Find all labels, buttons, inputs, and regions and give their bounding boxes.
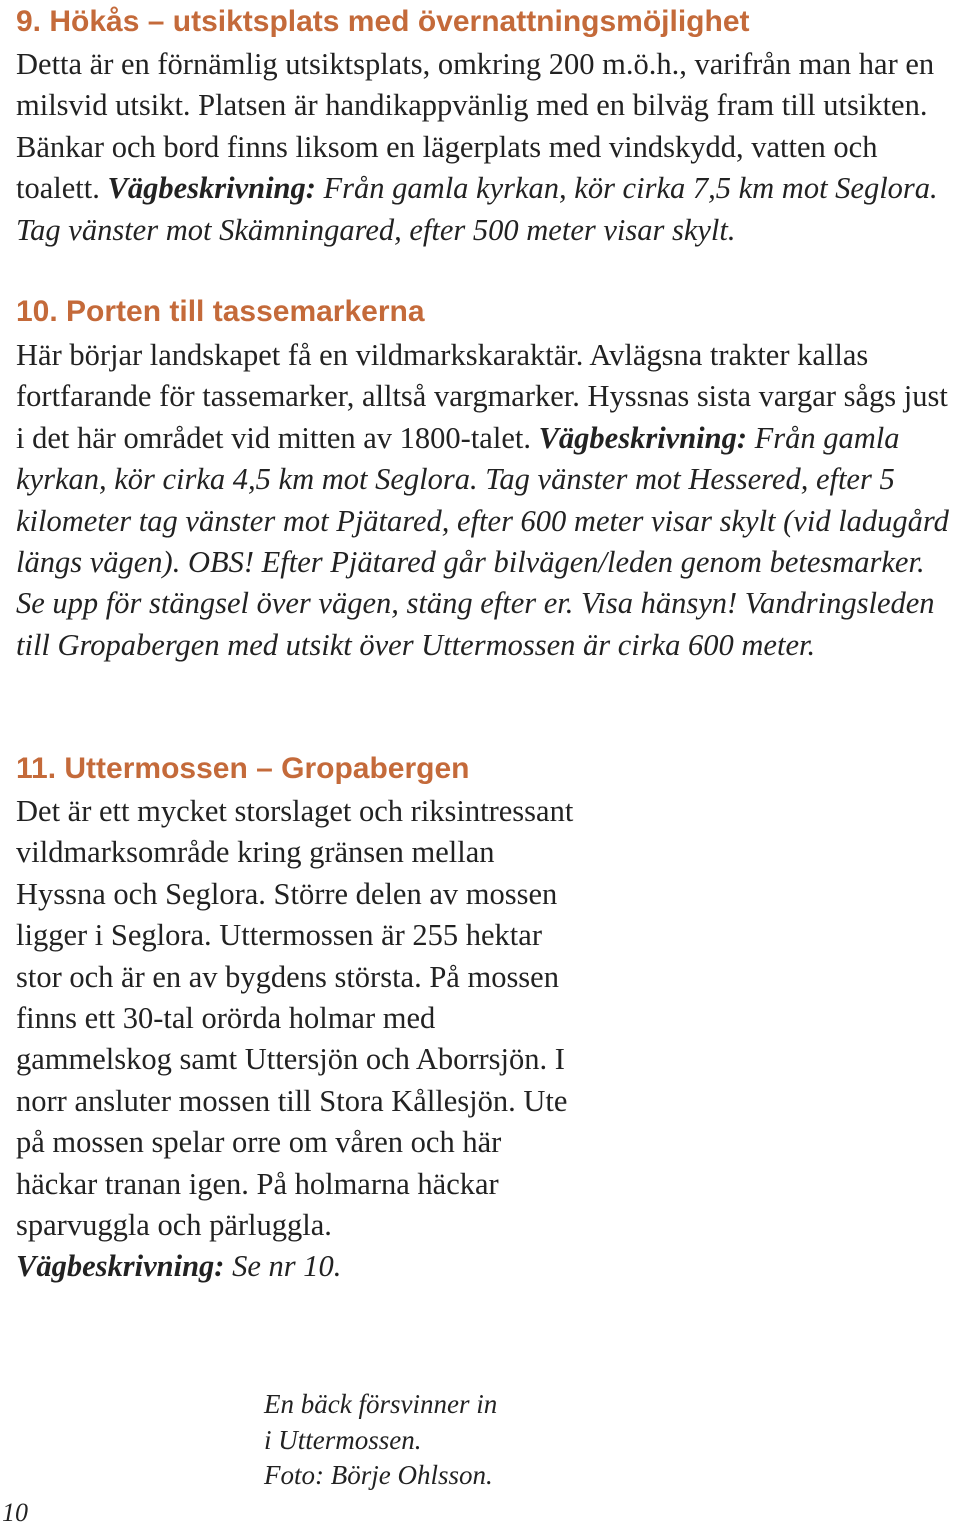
section-10-text: Här börjar landskapet få en vildmarkskaraktär. Avlägsna trakter kallas fortfarande för tassemarker, alltså vargmarker. Hyssnas sista vargar sågs just i det här området vid mitten av 1800-talet. — [16, 338, 948, 455]
photo-caption — [264, 1387, 497, 1494]
section-11-text: Det är ett mycket storslaget och riksintressant vildmarksområde kring gränsen mellan Hyssna och Seglora. Större delen av mossen ligger i Seglora. Uttermossen är 255 hektar stor och är en av bygdens största. På mossen finns ett 30-tal orörda holmar med gammelskog samt Uttersjön och Aborrsjön. I norr ansluter mossen till Stora Kållesjön. Ute på mossen spelar orre om våren och här häckar tranan igen. På holmarna häckar sparvuggla och pärluggla. — [16, 794, 574, 1243]
section-9-heading: 9. Hökås – utsiktsplats med övernattningsmöjlighet — [16, 5, 750, 38]
section-11-directions-text: Se nr 10. — [232, 1249, 342, 1284]
section-10-directions-text: Från gamla kyrkan, kör cirka 4,5 km mot Seglora. Tag vänster mot Hessered, efter 5 kilometer tag vänster mot Pjätared, efter 600 meter visar skylt (vid ladugård längs vägen). OBS! Efter Pjätared går bilvägen/leden genom betesmarker. Se upp för stängsel över vägen, stäng efter er. Visa hänsyn! Vandringsleden till Gropabergen med utsikt över Uttermossen är cirka 600 meter. — [16, 420, 949, 662]
section-9-directions — [16, 171, 938, 246]
section-9-directions-text: Från gamla kyrkan, kör cirka 7,5 km mot Seglora. Tag vänster mot Skämningared, efter 500 meter visar skylt. — [16, 171, 938, 247]
page-number: 10 — [2, 1498, 28, 1527]
section-11-heading: 11. Uttermossen – Gropabergen — [16, 752, 470, 785]
section-10-body — [16, 335, 960, 666]
caption-line-1: En bäck försvinner in — [264, 1389, 498, 1419]
section-11-body — [16, 791, 576, 1288]
section-11-directions-label: Vägbeskrivning: — [16, 1249, 225, 1284]
section-9-body — [16, 44, 960, 251]
section-10-directions-label: Vägbeskrivning: — [538, 420, 748, 455]
section-10-heading: 10. Porten till tassemarkerna — [16, 295, 425, 328]
section-9-directions-label: Vägbeskrivning: — [107, 171, 316, 206]
section-9-text: Detta är en förnämlig utsiktsplats, omkring 200 m.ö.h., varifrån man har en milsvid utsikt. Platsen är handikappvänlig med en bilväg fram till utsikten. Bänkar och bord finns liksom en lägerplats med vindskydd, vatten och toalett. — [16, 47, 935, 206]
caption-line-2: i Uttermossen. — [264, 1424, 422, 1455]
caption-line-3: Foto: Börje Ohlsson. — [264, 1460, 493, 1490]
section-11-directions — [16, 1249, 341, 1283]
section-10-directions — [16, 421, 949, 662]
